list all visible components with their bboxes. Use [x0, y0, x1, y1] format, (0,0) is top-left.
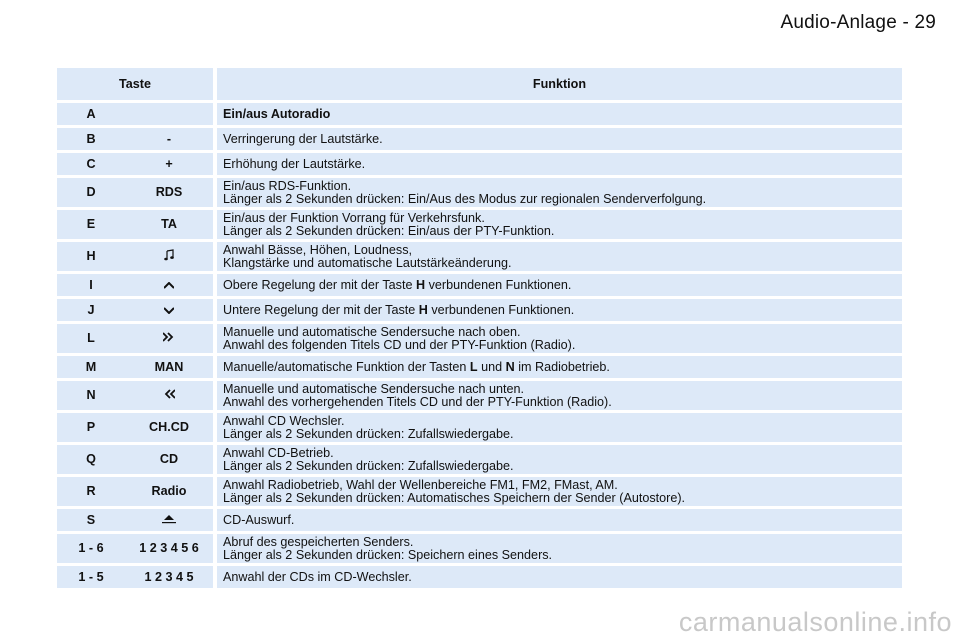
row-letter: 1 - 5: [57, 566, 125, 588]
function-text-line: Manuelle und automatische Sendersuche nach unten.: [223, 381, 525, 396]
row-key: TA: [125, 210, 213, 239]
function-text-line: Anwahl CD Wechsler.: [223, 413, 345, 428]
table-row: [57, 509, 902, 531]
table-row: [57, 103, 902, 125]
row-key: [125, 299, 213, 321]
row-letter: D: [57, 178, 125, 207]
row-function: [217, 356, 902, 378]
row-key: CD: [125, 445, 213, 474]
row-function: [217, 381, 902, 410]
function-text-line: Länger als 2 Sekunden drücken: Zufallswiedergabe.: [223, 426, 514, 441]
function-text-part: Obere Regelung der mit der Taste: [223, 277, 416, 292]
function-text-line: Erhöhung der Lautstärke.: [223, 156, 366, 171]
row-key: [125, 242, 213, 271]
function-text-line: Abruf des gespeicherten Senders.: [223, 534, 414, 549]
table-row: [57, 324, 902, 353]
function-text-line: Anwahl des folgenden Titels CD und der PTY-Funktion (Radio).: [223, 337, 576, 352]
arrow-down-icon: [164, 304, 174, 317]
row-letter: L: [57, 324, 125, 353]
table-row: [57, 128, 902, 150]
function-text-line: Ein/aus Autoradio: [223, 106, 331, 121]
row-function: [217, 103, 902, 125]
row-function: [217, 178, 902, 207]
row-function: [217, 242, 902, 271]
row-letter: E: [57, 210, 125, 239]
row-function: [217, 534, 902, 563]
table-body: [57, 103, 902, 588]
table-row: [57, 534, 902, 563]
function-text-line: Anwahl Radiobetrieb, Wahl der Wellenbereiche FM1, FM2, FMast, AM.: [223, 477, 618, 492]
row-function: [217, 210, 902, 239]
row-function: [217, 299, 902, 321]
row-function: [217, 509, 902, 531]
page-header-title: Audio-Anlage - 29: [780, 12, 936, 33]
table-row: [57, 381, 902, 410]
function-text-part: L: [469, 359, 478, 374]
table-row: [57, 445, 902, 474]
function-text-part: und: [477, 359, 506, 374]
table-row: [57, 356, 902, 378]
column-header-key: Taste: [57, 68, 213, 100]
row-key: [125, 274, 213, 296]
function-text-line: Klangstärke und automatische Lautstärkeänderung.: [223, 255, 512, 270]
row-key: RDS: [125, 178, 213, 207]
row-letter: J: [57, 299, 125, 321]
row-function: [217, 445, 902, 474]
row-function: [217, 413, 902, 442]
function-text-line: Länger als 2 Sekunden drücken: Zufallswiedergabe.: [223, 458, 514, 473]
function-text-part: verbundenen Funktionen.: [427, 302, 575, 317]
row-key: [125, 381, 213, 410]
function-text-line: Anwahl des vorhergehenden Titels CD und der PTY-Funktion (Radio).: [223, 394, 612, 409]
function-text-line: Länger als 2 Sekunden drücken: Ein/aus der PTY-Funktion.: [223, 223, 555, 238]
function-text-part: H: [418, 302, 428, 317]
table-row: [57, 413, 902, 442]
row-key: [125, 509, 213, 531]
row-letter: S: [57, 509, 125, 531]
row-function: [217, 153, 902, 175]
function-text-part: Untere Regelung der mit der Taste: [223, 302, 419, 317]
table-row: [57, 566, 902, 588]
row-function: [217, 274, 902, 296]
row-letter: 1 - 6: [57, 534, 125, 563]
table-row: [57, 274, 902, 296]
rewind-icon: [163, 389, 175, 402]
table-row: [57, 477, 902, 506]
function-text-line: Anwahl der CDs im CD-Wechsler.: [223, 569, 412, 584]
row-function: [217, 128, 902, 150]
row-function: [217, 477, 902, 506]
function-text-part: N: [505, 359, 515, 374]
function-text-part: im Radiobetrieb.: [514, 359, 610, 374]
row-key: MAN: [125, 356, 213, 378]
table-row: [57, 210, 902, 239]
function-text-line: CD-Auswurf.: [223, 512, 295, 527]
row-key: 1 2 3 4 5: [125, 566, 213, 588]
function-text-line: Länger als 2 Sekunden drücken: Speichern eines Senders.: [223, 547, 553, 562]
table-row: [57, 242, 902, 271]
row-letter: P: [57, 413, 125, 442]
row-key: [125, 324, 213, 353]
row-key: -: [125, 128, 213, 150]
row-letter: A: [57, 103, 125, 125]
function-text-line: Ein/aus der Funktion Vorrang für Verkehrsfunk.: [223, 210, 485, 225]
function-text-line: Anwahl CD-Betrieb.: [223, 445, 334, 460]
column-header-function: Funktion: [217, 68, 902, 100]
function-text-line: Anwahl Bässe, Höhen, Loudness,: [223, 242, 413, 257]
table-header-row: [57, 68, 902, 100]
row-function: [217, 324, 902, 353]
row-key: [125, 103, 213, 125]
row-letter: I: [57, 274, 125, 296]
function-text-part: H: [415, 277, 426, 292]
function-text-part: Manuelle/automatische Funktion der Tasten: [223, 359, 470, 374]
function-table: [57, 65, 902, 591]
row-letter: M: [57, 356, 125, 378]
table-row: [57, 178, 902, 207]
row-function: [217, 566, 902, 588]
function-text-line: Ein/aus RDS-Funktion.: [223, 178, 352, 193]
row-letter: R: [57, 477, 125, 506]
row-letter: H: [57, 242, 125, 271]
function-text-part: verbundenen Funktionen.: [425, 277, 572, 292]
row-key: CH.CD: [125, 413, 213, 442]
row-letter: B: [57, 128, 125, 150]
row-letter: Q: [57, 445, 125, 474]
row-key: Radio: [125, 477, 213, 506]
watermark: carmanualsonline.info: [678, 607, 952, 637]
row-letter: C: [57, 153, 125, 175]
function-text-line: Länger als 2 Sekunden drücken: Ein/Aus des Modus zur regionalen Senderverfolgung.: [223, 191, 707, 206]
table-row: [57, 299, 902, 321]
row-key: 1 2 3 4 5 6: [125, 534, 213, 563]
function-text-line: Manuelle und automatische Sendersuche nach oben.: [223, 324, 521, 339]
eject-icon: [161, 513, 177, 527]
arrow-up-icon: [164, 279, 174, 292]
function-text-line: Verringerung der Lautstärke.: [223, 131, 383, 146]
row-letter: N: [57, 381, 125, 410]
function-text-line: Länger als 2 Sekunden drücken: Automatisches Speichern der Sender (Autostore).: [223, 490, 686, 505]
music-note-icon: [163, 249, 175, 264]
table-row: [57, 153, 902, 175]
fast-forward-icon: [163, 332, 175, 345]
row-key: +: [125, 153, 213, 175]
